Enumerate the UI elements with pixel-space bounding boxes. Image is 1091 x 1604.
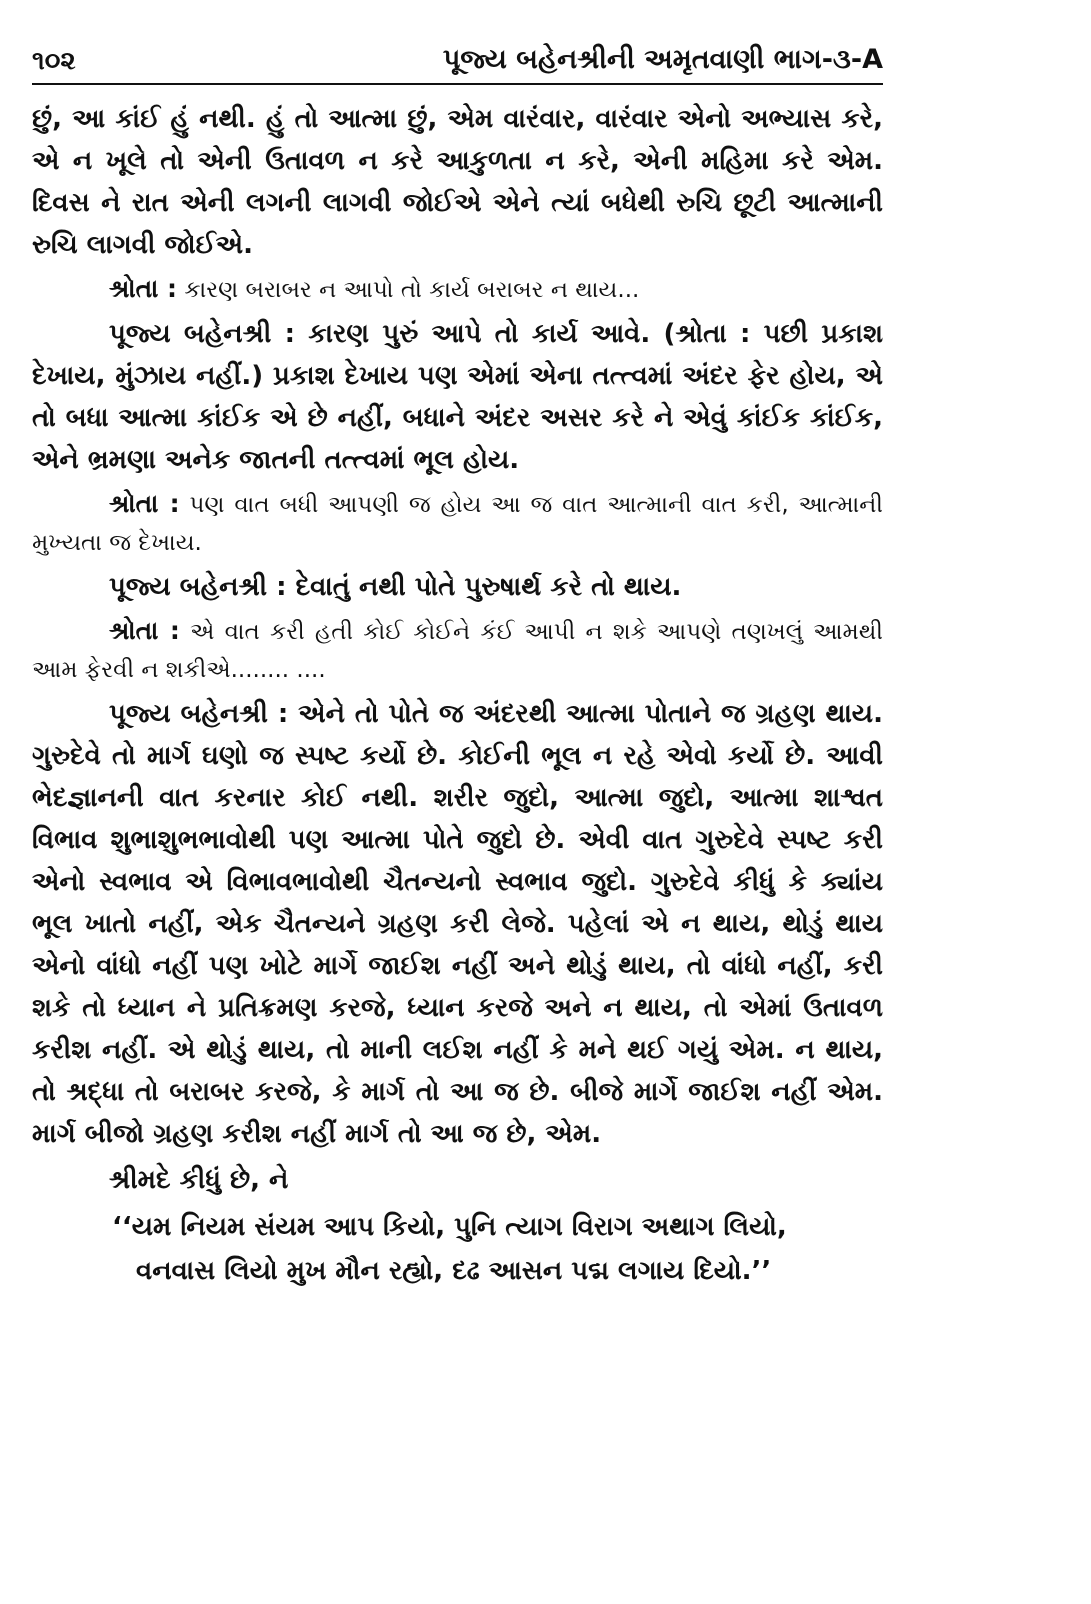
page-number: ૧૦૨ — [32, 46, 76, 76]
verse-quote — [32, 1205, 883, 1293]
dialogue-text: કારણ બરાબર ન આપો તો કાર્ય બરાબર ન થાય... — [177, 277, 640, 303]
dialogue-text: દેવાતું નથી પોતે પુરુષાર્થ કરે તો થાય. — [286, 572, 682, 602]
dialogue-text: પણ વાત બધી આપણી જ હોય આ જ વાત આત્માની વાત કરી, આત્માની મુખ્યતા જ દેખાય. — [32, 492, 883, 556]
verse-line: વનવાસ લિયો મુખ મૌન રહ્યો, દઢ આસન પદ્મ લગાય દિયો.’’ — [136, 1256, 772, 1286]
dialogue-behenshri — [32, 313, 883, 481]
page-body — [32, 98, 883, 1293]
running-title: પૂજ્ય બહેનશ્રીની અમૃતવાણી ભાગ-૩-A — [442, 44, 883, 75]
dialogue-listener — [32, 485, 883, 562]
paragraph-text: છું, આ કાંઈ હું નથી. હું તો આત્મા છું, એમ વારંવાર, વારંવાર એનો અભ્યાસ કરે, એ ન ખૂલે તો એની ઉતાવળ ન કરે આકુળતા ન કરે, એની મહિમા કરે એમ. દિવસ ને રાત એની લગની લાગવી જોઈએ એને ત્યાં બધેથી રુચિ છૂટી આત્માની રુચિ લાગવી જોઈએ. — [32, 104, 883, 260]
verse-line: ‘‘યમ નિયમ સંયમ આપ કિયો, પુનિ ત્યાગ વિરાગ અથાગ લિયો, — [112, 1212, 787, 1242]
speaker-label: પૂજ્ય બહેનશ્રી : — [109, 699, 289, 729]
dialogue-behenshri — [32, 566, 883, 608]
dialogue-listener — [32, 612, 883, 689]
speaker-label: શ્રોતા : — [109, 274, 178, 303]
dialogue-text: કારણ પુરું આપે તો કાર્ય આવે. (શ્રોતા : પછી પ્રકાશ દેખાય, મુંઝાય નહીં.) પ્રકાશ દેખાય પણ એમાં એના તત્ત્વમાં અંદર ફેર હોય, એ તો બધા આત્મા કાંઈક એ છે નહીં, બધાને અંદર અસર કરે ને એવું કાંઈક કાંઈક, એને ભ્રમણા અનેક જાતની તત્ત્વમાં ભૂલ હોય. — [32, 319, 883, 475]
speaker-label: પૂજ્ય બહેનશ્રી : — [109, 572, 287, 602]
header-divider — [32, 83, 883, 85]
dialogue-listener — [32, 270, 883, 309]
speaker-label: પૂજ્ય બહેનશ્રી : — [109, 319, 295, 349]
dialogue-text: એ વાત કરી હતી કોઈ કોઈને કંઈ આપી ન શકે આપણે તણખલું આમથી આમ ફેરવી ન શકીએ........ .... — [32, 619, 883, 683]
speaker-label: શ્રોતા : — [109, 616, 180, 645]
page-header — [32, 44, 883, 84]
dialogue-text: એને તો પોતે જ અંદરથી આત્મા પોતાને જ ગ્રહણ થાય. ગુરુદેવે તો માર્ગ ઘણો જ સ્પષ્ટ કર્યો છે. કોઈની ભૂલ ન રહે એવો કર્યો છે. આવી ભેદજ્ઞાનની વાત કરનાર કોઈ નથી. શરીર જુદો, આત્મા જુદો, આત્મા શાશ્વત વિભાવ શુભાશુભભાવોથી પણ આત્મા પોતે જુદો છે. એવી વાત ગુરુદેવે સ્પષ્ટ કરી એનો સ્વભાવ એ વિભાવભાવોથી ચૈતન્યનો સ્વભાવ જુદો. ગુરુદેવે કીધું કે ક્યાંય ભૂલ ખાતો નહીં, એક ચૈતન્યને ગ્રહણ કરી લેજે. પહેલાં એ ન થાય, થોડું થાય એનો વાંધો નહીં પણ ખોટે માર્ગે જાઈશ નહીં અને થોડું થાય, તો વાંધો નહીં, કરી શકે તો ધ્યાન ને પ્રતિક્રમણ કરજે, ધ્યાન કરજે અને ન થાય, તો એમાં ઉતાવળ કરીશ નહીં. એ થોડું થાય, તો માની લઈશ નહીં કે મને થઈ ગયું એમ. ન થાય, તો શ્રદ્ધા તો બરાબર કરજે, કે માર્ગ તો આ જ છે. બીજે માર્ગે જાઈશ નહીં એમ. માર્ગ બીજો ગ્રહણ કરીશ નહીં માર્ગ તો આ જ છે, એમ. — [32, 699, 883, 1149]
paragraph-continued — [32, 98, 883, 266]
speaker-label: શ્રોતા : — [109, 489, 180, 518]
dialogue-behenshri — [32, 693, 883, 1155]
quote-intro: શ્રીમદે કીધું છે, ને — [109, 1165, 289, 1195]
